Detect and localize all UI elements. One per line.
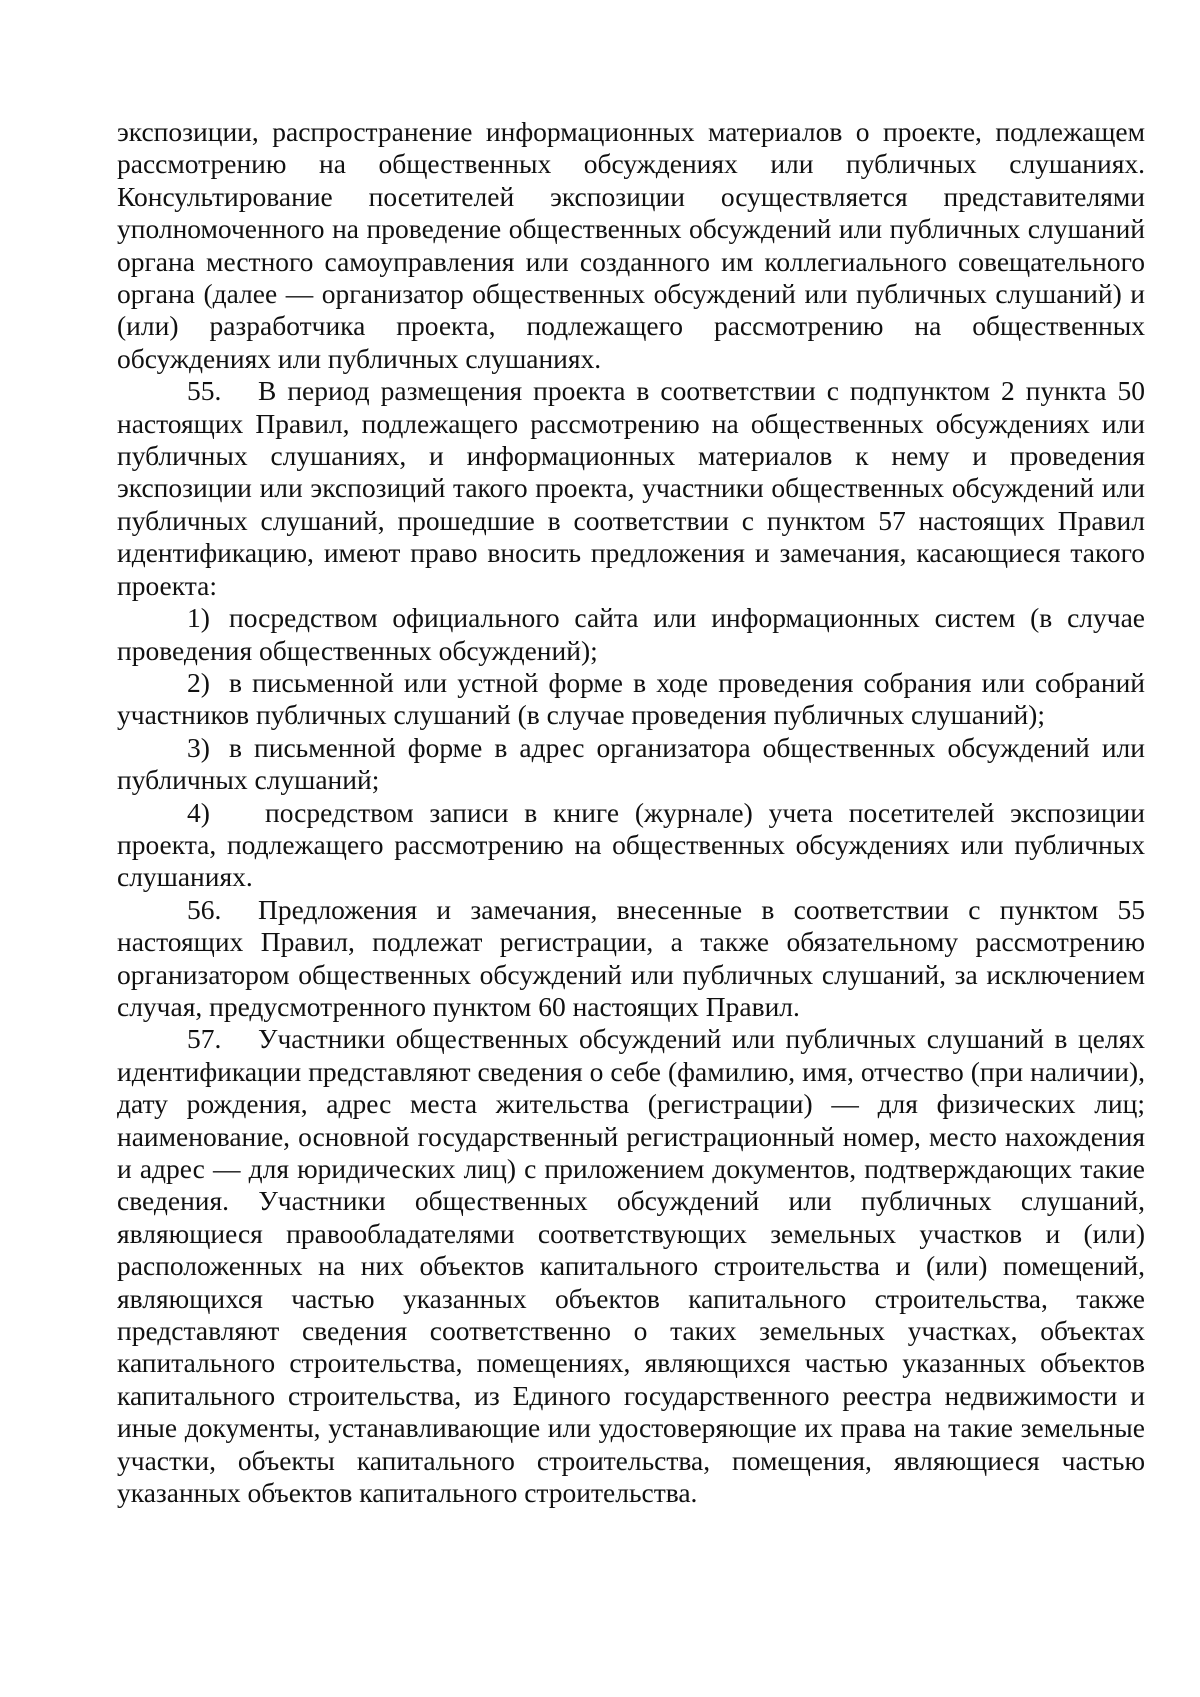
subparagraph-text: посредством записи в книге (журнале) учета посетителей экспозиции проекта, подлежащего рассмотрению на общественных обсуждениях или публичных слушаниях. (117, 796, 1145, 893)
document-page (117, 116, 1145, 1509)
subparagraph-text: в письменной или устной форме в ходе проведения собрания или собраний участников публичных слушаний (в случае проведения публичных слушаний); (117, 666, 1145, 731)
subparagraph-number: 2) (187, 666, 210, 698)
paragraph-57 (117, 1023, 1145, 1509)
paragraph-number: 57. (187, 1023, 222, 1055)
paragraph-text: Предложения и замечания, внесенные в соответствии с пунктом 55 настоящих Правил, подлежат регистрации, а также обязательному рассмотрению организатором общественных обсуждений или публичных слушаний, за исключением случая, предусмотренного пунктом 60 настоящих Правил. (117, 893, 1145, 1022)
paragraph-number: 56. (187, 893, 222, 925)
paragraph-text: экспозиции, распространение информационных материалов о проекте, подлежащем рассмотрению на общественных обсуждениях или публичных слушаниях. Консультирование посетителей экспозиции осуществляется представителями уполномоченного на проведение общественных обсуждений или публичных слушаний органа местного самоуправления или созданного им коллегиального совещательного органа (далее — организатор общественных обсуждений или публичных слушаний) и (или) разработчика проекта, подлежащего рассмотрению на общественных обсуждениях или публичных слушаниях. (117, 116, 1145, 374)
subparagraph-number: 3) (187, 731, 210, 763)
subparagraph-text: посредством официального сайта или информационных систем (в случае проведения общественных обсуждений); (117, 602, 1145, 666)
paragraph-continued (117, 116, 1145, 375)
subparagraph-number: 1) (187, 602, 210, 634)
paragraph-55 (117, 375, 1145, 602)
paragraph-number: 55. (187, 375, 222, 407)
paragraph-text: В период размещения проекта в соответствии с подпунктом 2 пункта 50 настоящих Правил, подлежащего рассмотрению на общественных обсуждениях или публичных слушаниях, и информационных материалов к нему и проведения экспозиции или экспозиций такого проекта, участники общественных обсуждений или публичных слушаний, прошедшие в соответствии с пунктом 57 настоящих Правил идентификацию, имеют право вносить предложения и замечания, касающиеся такого проекта: (117, 375, 1145, 601)
subparagraph-55-2 (117, 667, 1145, 732)
subparagraph-number: 4) (187, 796, 210, 828)
subparagraph-55-4 (117, 797, 1145, 894)
subparagraph-55-3 (117, 732, 1145, 797)
paragraph-56 (117, 894, 1145, 1024)
subparagraph-55-1 (117, 602, 1145, 667)
subparagraph-text: в письменной форме в адрес организатора общественных обсуждений или публичных слушаний; (117, 731, 1145, 796)
paragraph-text: Участники общественных обсуждений или публичных слушаний в целях идентификации представляют сведения о себе (фамилию, имя, отчество (при наличии), дату рождения, адрес места жительства (регистрации) — для физических лиц; наименование, основной государственный регистрационный номер, место нахождения и адрес — для юридических лиц) с приложением документов, подтверждающих такие сведения. Участники общественных обсуждений или публичных слушаний, являющиеся правообладателями соответствующих земельных участков и (или) расположенных на них объектов капитального строительства и (или) помещений, являющихся частью указанных объектов капитального строительства, также представляют сведения соответственно о таких земельных участках, объектах капитального строительства, помещениях, являющихся частью указанных объектов капитального строительства, из Единого государственного реестра недвижимости и иные документы, устанавливающие или удостоверяющие их права на такие земельные участки, объекты капитального строительства, помещения, являющиеся частью указанных объектов капитального строительства. (117, 1023, 1145, 1509)
